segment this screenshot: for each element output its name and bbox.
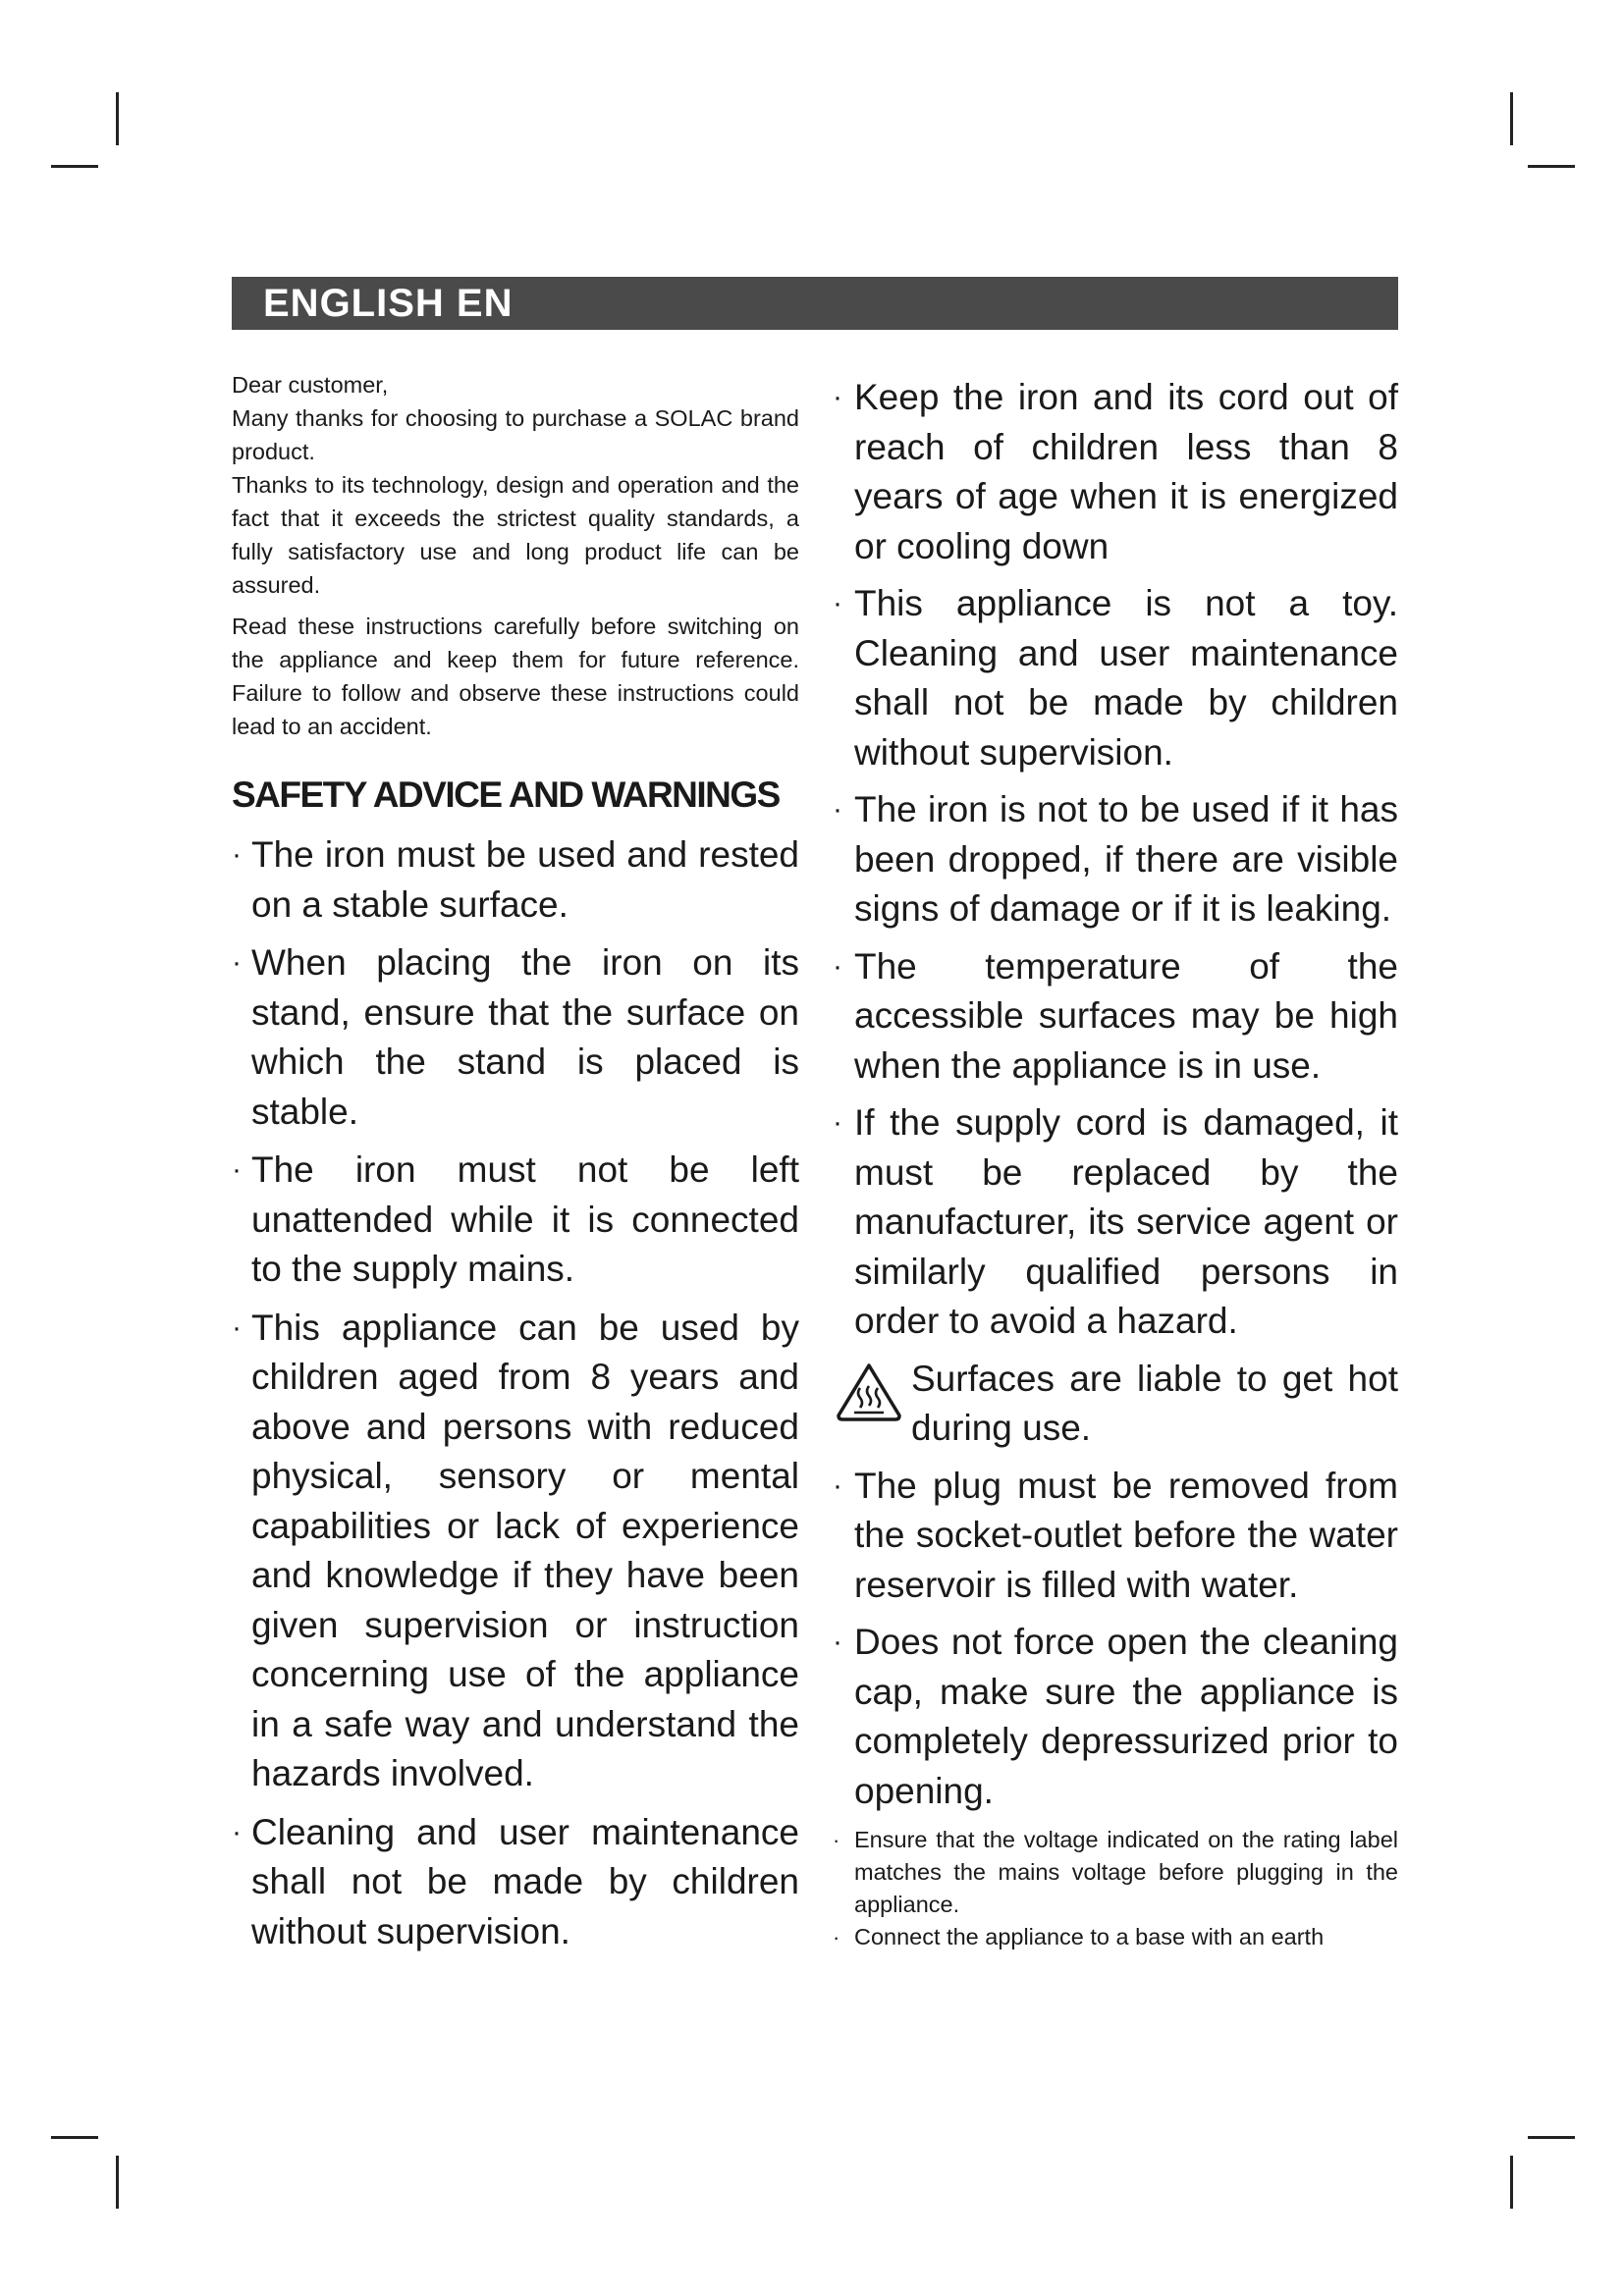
crop-mark <box>51 2136 98 2139</box>
crop-mark <box>116 92 119 145</box>
list-item: · The temperature of the accessible surfaces may be high when the appliance is in use. <box>833 942 1398 1092</box>
hot-surface-warning-icon <box>835 1362 903 1423</box>
right-safety-list <box>833 373 1398 1347</box>
crop-mark <box>1528 2136 1575 2139</box>
intro-technology: Thanks to its technology, design and operation and the fact that it exceeds the strictest quality standards, a fully satisfactory use and long product life can be assured. <box>232 472 799 598</box>
intro-thanks: Many thanks for choosing to purchase a SOLAC brand product. <box>232 405 799 464</box>
list-item: · This appliance is not a toy. Cleaning and user maintenance shall not be made by children without supervision. <box>833 579 1398 777</box>
intro-greeting: Dear customer, <box>232 372 389 398</box>
left-column <box>232 368 799 1965</box>
crop-mark <box>51 165 98 168</box>
hot-surface-warning-text: Surfaces are liable to get hot during use. <box>911 1358 1398 1448</box>
crop-mark <box>1510 2156 1513 2209</box>
right-safety-list-2 <box>833 1462 1398 1954</box>
list-item: · The iron is not to be used if it has been dropped, if there are visible signs of damage or if it is leaking. <box>833 785 1398 934</box>
list-item: · If the supply cord is damaged, it must be replaced by the manufacturer, its service agent or similarly qualified persons in order to avoid a hazard. <box>833 1098 1398 1347</box>
list-item: · This appliance can be used by children aged from 8 years and above and persons with reduced physical, sensory or mental capabilities or lack of experience and knowledge if they have been given supervision or instruction concerning use of the appliance in a safe way and understand the hazards involved. <box>232 1304 799 1799</box>
list-item: · When placing the iron on its stand, ensure that the surface on which the stand is placed is stable. <box>232 938 799 1137</box>
list-item: · Keep the iron and its cord out of reach of children less than 8 years of age when it is energized or cooling down <box>833 373 1398 571</box>
list-item: · The iron must be used and rested on a stable surface. <box>232 830 799 930</box>
language-header-bar <box>232 277 1398 330</box>
list-item: · The iron must not be left unattended while it is connected to the supply mains. <box>232 1146 799 1295</box>
crop-mark <box>116 2156 119 2209</box>
language-header-title: ENGLISH EN <box>263 282 514 325</box>
left-safety-list <box>232 830 799 1956</box>
list-item: · Connect the appliance to a base with an earth <box>833 1921 1398 1953</box>
section-title: SAFETY ADVICE AND WARNINGS <box>232 774 780 815</box>
list-item: · Ensure that the voltage indicated on the rating label matches the mains voltage before plugging in the appliance. <box>833 1824 1398 1921</box>
right-column <box>833 373 1398 1953</box>
intro-read-instructions: Read these instructions carefully before switching on the appliance and keep them for future reference. Failure to follow and observe these instructions could lead to an accident. <box>232 614 799 739</box>
intro-text <box>232 368 799 743</box>
hot-surface-warning <box>833 1355 1398 1454</box>
list-item: · Cleaning and user maintenance shall not be made by children without supervision. <box>232 1808 799 1957</box>
crop-mark <box>1510 92 1513 145</box>
crop-mark <box>1528 165 1575 168</box>
list-item: · The plug must be removed from the socket-outlet before the water reservoir is filled with water. <box>833 1462 1398 1611</box>
list-item: · Does not force open the cleaning cap, make sure the appliance is completely depressurized prior to opening. <box>833 1618 1398 1816</box>
